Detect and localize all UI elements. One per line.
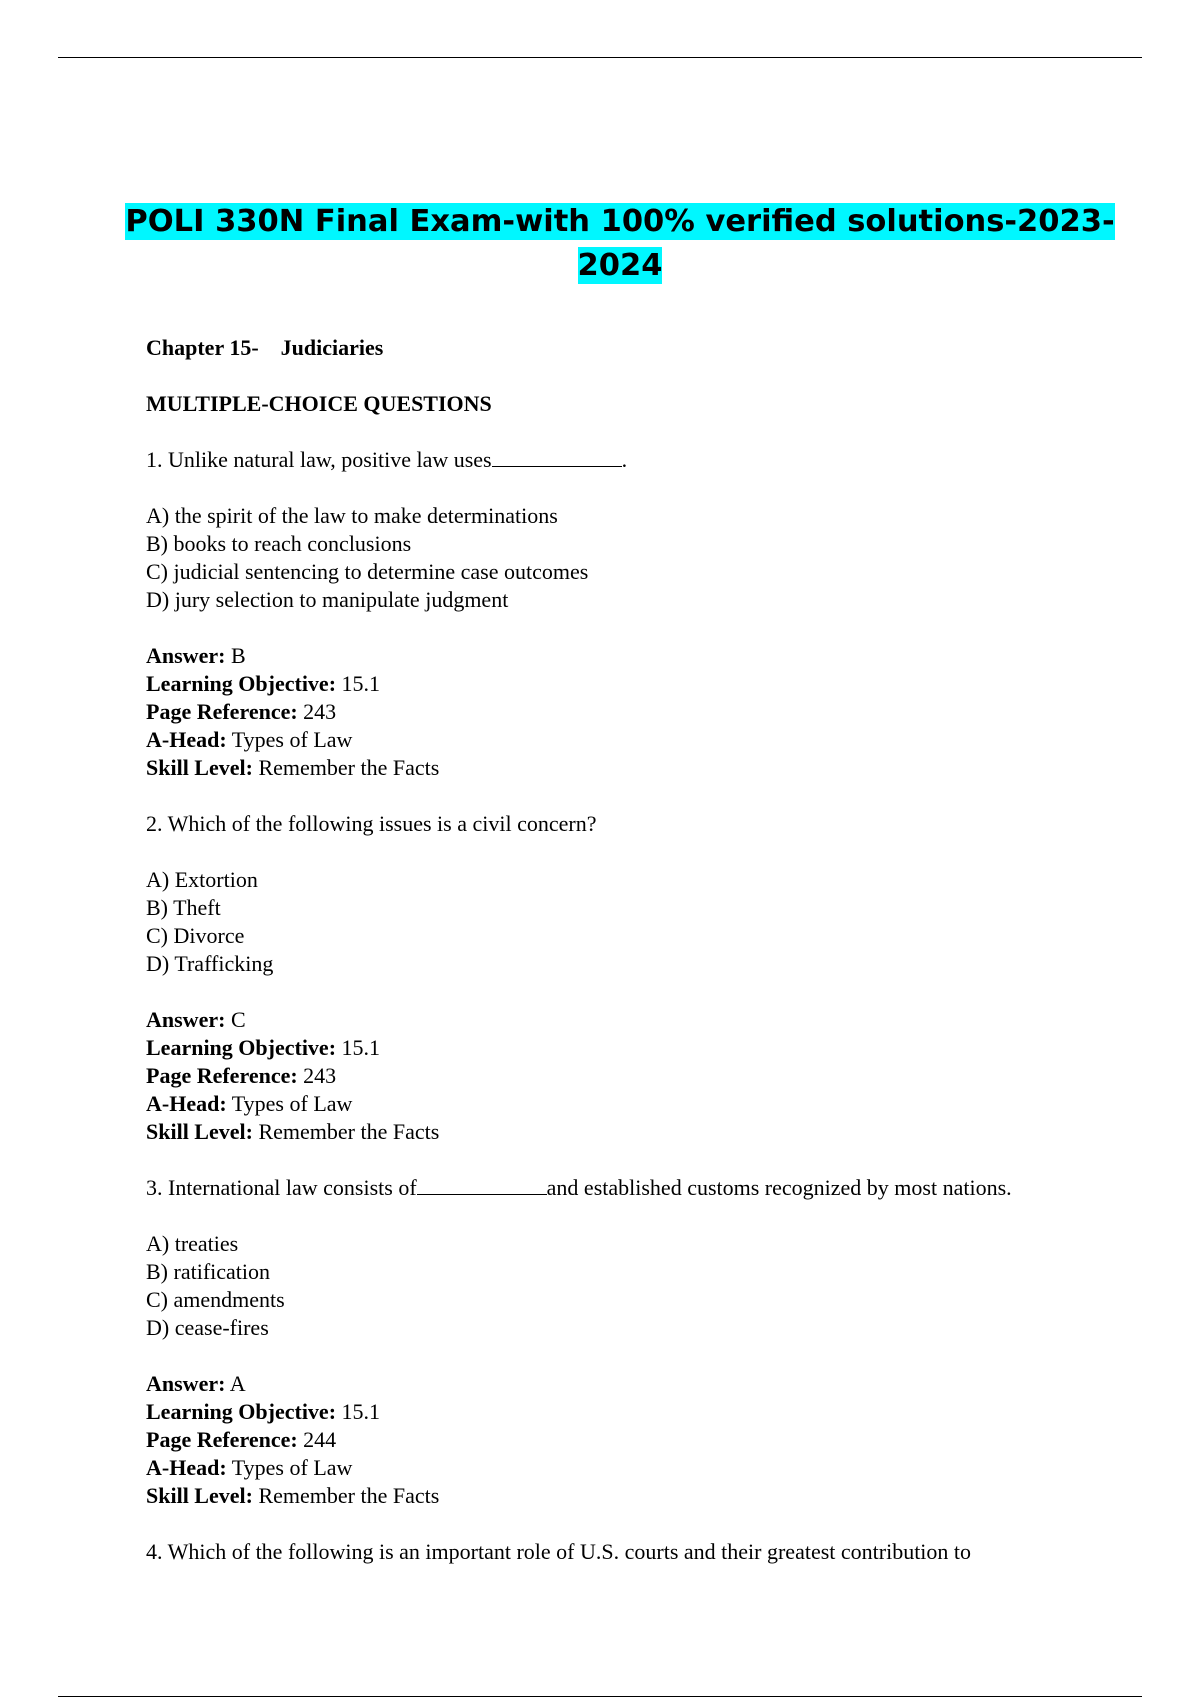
bottom-rule [58,1696,1142,1697]
a-head-label: A-Head: [146,1455,227,1480]
page-reference-line [146,1426,1136,1454]
question-stem [146,446,1136,474]
question-2 [146,810,1136,1146]
answer-label: Answer: [146,643,226,668]
answer-value: B [230,643,246,668]
option-d: D) jury selection to manipulate judgment [146,587,509,612]
skill-level-label: Skill Level: [146,1483,253,1508]
a-head-label: A-Head: [146,727,227,752]
learning-objective-value: 15.1 [341,671,381,696]
option-d: D) Trafficking [146,951,274,976]
page-reference-label: Page Reference: [146,699,298,724]
answer-block [146,1370,1136,1510]
answer-value: C [230,1007,246,1032]
a-head-label: A-Head: [146,1091,227,1116]
chapter-name: Judiciaries [280,335,384,360]
document-title-text: POLI 330N Final Exam-with 100% verified solutions-2023-2024 [125,204,1115,283]
learning-objective-line [146,1034,1136,1062]
answer-blank [417,1176,547,1195]
learning-objective-value: 15.1 [341,1035,381,1060]
question-4 [146,1538,1136,1566]
learning-objective-label: Learning Objective: [146,1399,337,1424]
option-list [146,866,1136,978]
a-head-line [146,1090,1136,1118]
a-head-line [146,726,1136,754]
question-1 [146,446,1136,782]
option-b: B) books to reach conclusions [146,531,412,556]
question-3 [146,1174,1136,1510]
answer-line [146,1006,1136,1034]
option-c: C) amendments [146,1287,285,1312]
option-c: C) judicial sentencing to determine case outcomes [146,559,589,584]
document-title [90,200,1150,288]
question-stem: 2. Which of the following issues is a civil concern? [146,811,597,836]
page-reference-label: Page Reference: [146,1427,298,1452]
a-head-value: Types of Law [231,1091,353,1116]
skill-level-label: Skill Level: [146,755,253,780]
answer-line [146,642,1136,670]
option-a: A) treaties [146,1231,239,1256]
document-body [146,334,1136,1594]
page-reference-label: Page Reference: [146,1063,298,1088]
page-reference-line [146,1062,1136,1090]
a-head-value: Types of Law [231,1455,353,1480]
learning-objective-label: Learning Objective: [146,1035,337,1060]
chapter-heading [146,334,1136,362]
answer-blank [492,448,622,467]
option-b: B) ratification [146,1259,271,1284]
page-reference-value: 243 [303,699,337,724]
learning-objective-line [146,1398,1136,1426]
top-rule [58,57,1142,58]
learning-objective-value: 15.1 [341,1399,381,1424]
option-a: A) the spirit of the law to make determinations [146,503,558,528]
a-head-value: Types of Law [231,727,353,752]
answer-label: Answer: [146,1371,226,1396]
option-c: C) Divorce [146,923,245,948]
option-d: D) cease-fires [146,1315,269,1340]
a-head-line [146,1454,1136,1482]
option-a: A) Extortion [146,867,258,892]
section-heading: MULTIPLE-CHOICE QUESTIONS [146,391,492,416]
option-list [146,502,1136,614]
option-list [146,1230,1136,1342]
answer-block [146,642,1136,782]
skill-level-line [146,1118,1136,1146]
question-stem-text: 1. Unlike natural law, positive law uses [146,447,492,472]
question-stem-text: 3. International law consists of [146,1175,417,1200]
page-reference-line [146,698,1136,726]
page-reference-value: 244 [303,1427,337,1452]
learning-objective-label: Learning Objective: [146,671,337,696]
question-stem [146,1174,1136,1202]
question-stem-text-end: and established customs recognized by most nations. [546,1175,1012,1200]
question-stem-text-end: . [621,447,628,472]
answer-value: A [229,1371,246,1396]
option-b: B) Theft [146,895,221,920]
page-reference-value: 243 [303,1063,337,1088]
skill-level-value: Remember the Facts [258,755,440,780]
question-stem: 4. Which of the following is an important role of U.S. courts and their greatest contribution to [146,1539,972,1564]
skill-level-line [146,754,1136,782]
answer-block [146,1006,1136,1146]
chapter-label: Chapter 15- [146,335,259,360]
learning-objective-line [146,670,1136,698]
skill-level-value: Remember the Facts [258,1483,440,1508]
skill-level-line [146,1482,1136,1510]
skill-level-label: Skill Level: [146,1119,253,1144]
answer-label: Answer: [146,1007,226,1032]
answer-line [146,1370,1136,1398]
skill-level-value: Remember the Facts [258,1119,440,1144]
